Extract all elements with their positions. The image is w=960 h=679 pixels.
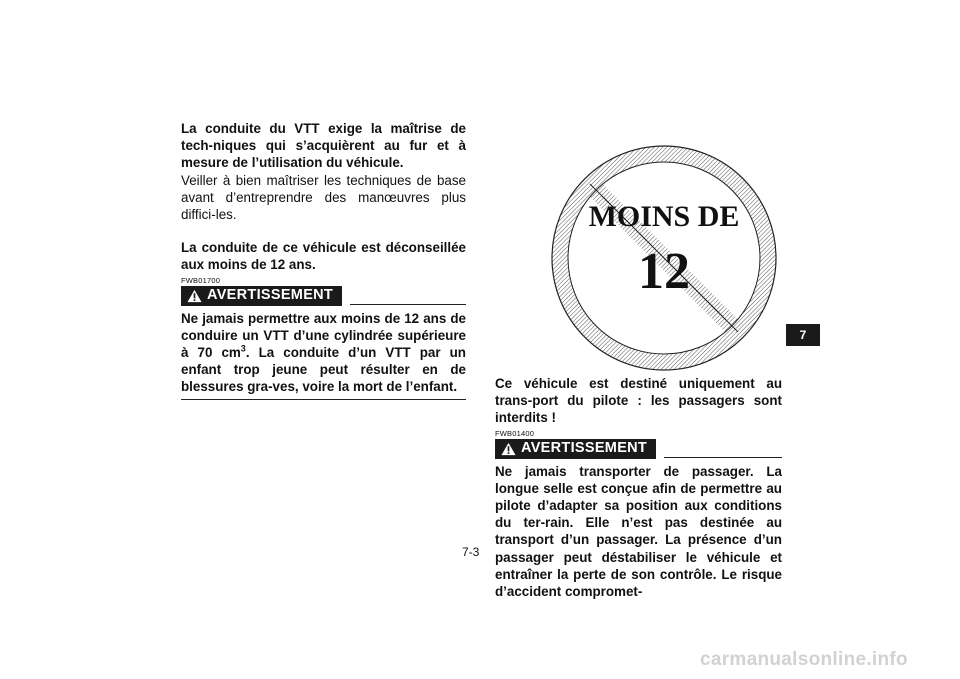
left-column [181, 120, 466, 400]
warning-code: FWB01400 [495, 428, 535, 438]
passenger-notice: Ce véhicule est destiné uniquement au trans-port du pilote : les passagers sont interdits ! [495, 376, 782, 426]
illustration-line2: 12 [638, 243, 690, 300]
chapter-tab: 7 [786, 324, 820, 346]
warning-label-box [495, 439, 656, 459]
cubic-superscript: 3 [240, 343, 246, 354]
intro-bold-text: La conduite du VTT exige la maîtrise de tech-niques qui s’acquièrent au fur et à mesure de l’utilisation du véhicule. [181, 121, 466, 171]
warning-code: FWB01700 [181, 275, 221, 285]
intro-text: Veiller à bien maîtriser les techniques de base avant d’entreprendre des manœuvres plus diffici-les. [181, 172, 466, 223]
warning-label: AVERTISSEMENT [207, 287, 334, 304]
warning-rule [350, 286, 466, 305]
page-number: 7-3 [462, 545, 480, 559]
warning-end-rule [181, 399, 466, 400]
warning-label-box [181, 286, 342, 306]
warning-rule [664, 439, 782, 458]
right-column [495, 375, 782, 600]
age-restriction-illustration [538, 140, 790, 377]
warning-header [181, 286, 466, 306]
illustration-line1: MOINS DE [588, 200, 740, 233]
warning-label: AVERTISSEMENT [521, 440, 648, 456]
warning-triangle-icon [501, 442, 516, 456]
warning-text: Ne jamais transporter de passager. La longue selle est conçue afin de permettre au pilote d’adapter sa position aux conditions du ter-rain. Elle n’est pas destinée au transport d’un passager. La présence d’un passager peut déstabiliser le véhicule et entraîner la perte de son contrôle. Le risque d’accident compromet- [495, 463, 782, 600]
warning-header [495, 439, 782, 459]
warning-triangle-icon [187, 289, 202, 303]
watermark-text: carmanualsonline.info [700, 649, 908, 670]
warning-text: Ne jamais permettre aux moins de 12 ans de conduire un VTT d’une cylindrée supérieure à 70 $cm^3$. La conduite d’un VTT par un enfant trop jeune peut résulter en de blessures gra-ves, voire la mort de l’enfant. [181, 310, 466, 395]
age-notice: La conduite de ce véhicule est déconseillée aux moins de 12 ans. [181, 240, 466, 273]
